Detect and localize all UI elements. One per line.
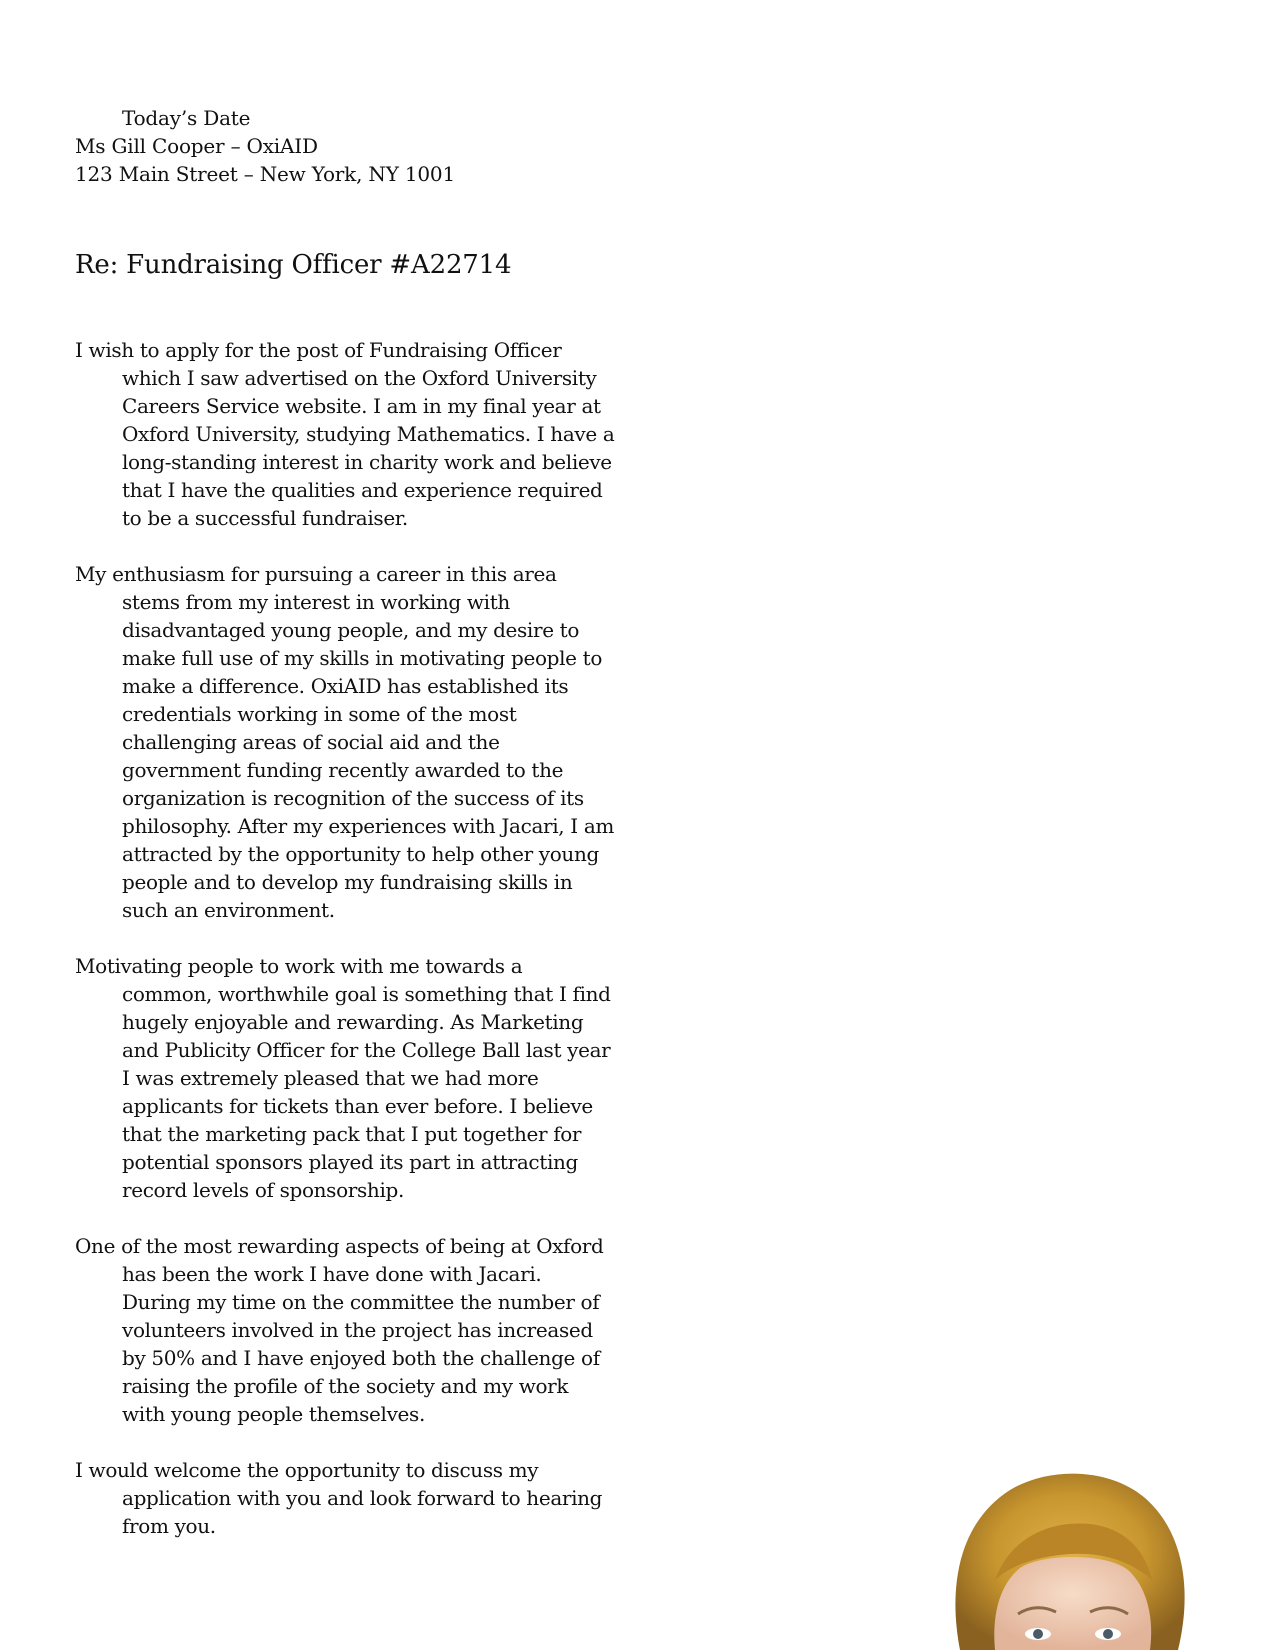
paragraph-5: I would welcome the opportunity to discuss my application with you and look forward to hearing from you. [75, 1458, 603, 1538]
portrait-photo [940, 1468, 1200, 1650]
paragraph-1: I wish to apply for the post of Fundraising Officer which I saw advertised on the Oxford University Careers Service website. I am in my final year at Oxford University, studying Mathematics. I have a long-standing interest in charity work and believe that I have the qualities and experience required to be a successful fundraiser. [75, 338, 615, 530]
address-block [75, 104, 455, 188]
recipient-line: Ms Gill Cooper – OxiAID [75, 134, 318, 158]
subject-line: Re: Fundraising Officer #A22714 [75, 250, 512, 280]
paragraph-4: One of the most rewarding aspects of being at Oxford has been the work I have done with Jacari. During my time on the committee the number of volunteers involved in the project has increased by 50% and I have enjoyed both the challenge of raising the profile of the society and my work with young people themselves. [75, 1234, 604, 1426]
paragraph-2: My enthusiasm for pursuing a career in this area stems from my interest in working with disadvantaged young people, and my desire to make full use of my skills in motivating people to make a difference. OxiAID has established its credentials working in some of the most challenging areas of social aid and the government funding recently awarded to the organization is recognition of the success of its philosophy. After my experiences with Jacari, I am attracted by the opportunity to help other young people and to develop my fundraising skills in such an environment. [75, 562, 615, 922]
date-line: Today’s Date [122, 106, 251, 130]
paragraph-3: Motivating people to work with me towards a common, worthwhile goal is something that I find hugely enjoyable and rewarding. As Marketing and Publicity Officer for the College Ball last year I was extremely pleased that we had more applicants for tickets than ever before. I believe that the marketing pack that I put together for potential sponsors played its part in attracting record levels of sponsorship. [75, 954, 611, 1202]
letter-body [75, 336, 615, 1568]
street-address-line: 123 Main Street – New York, NY 1001 [75, 162, 455, 186]
